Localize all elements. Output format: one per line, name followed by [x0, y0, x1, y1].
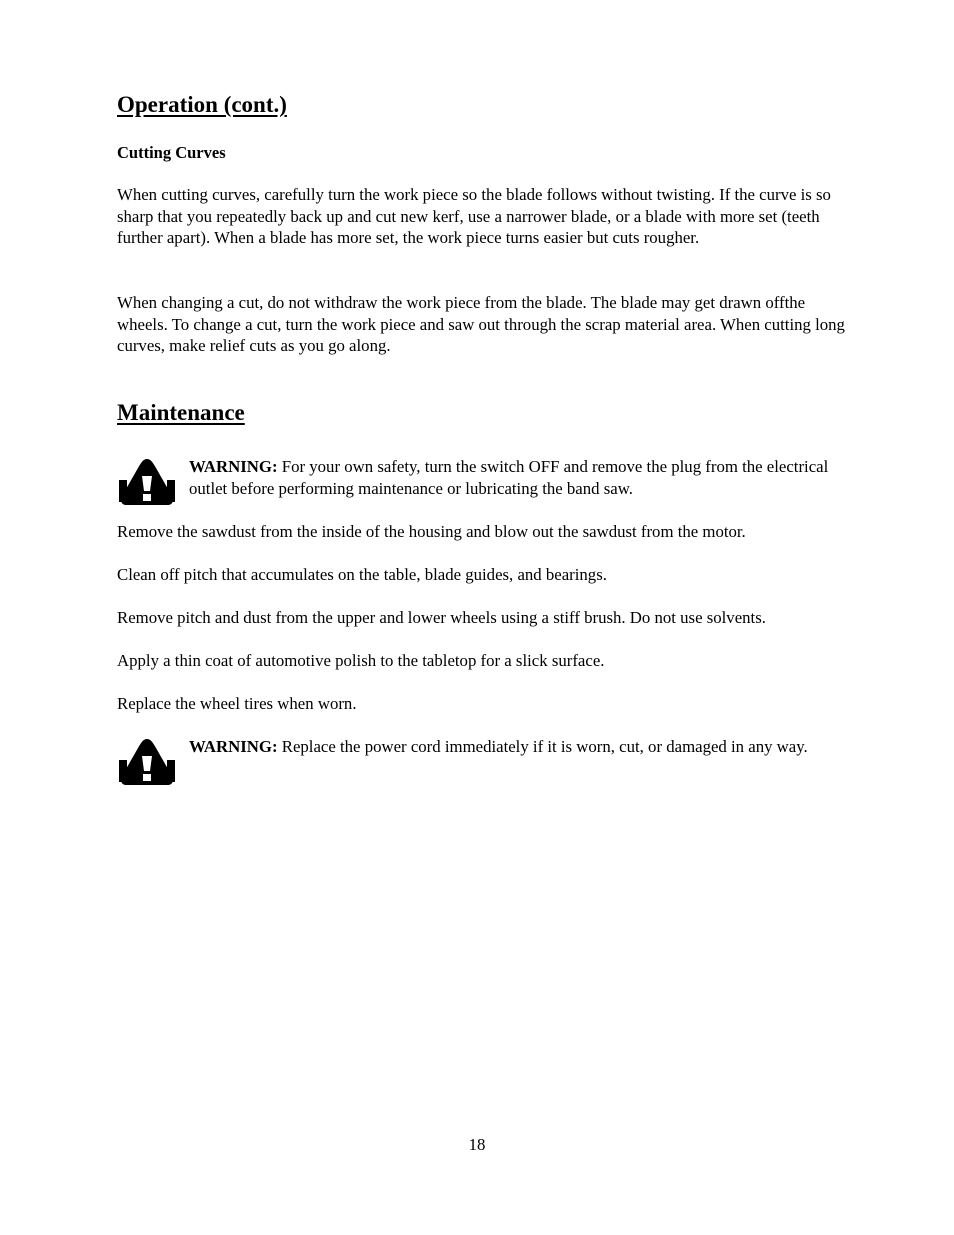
warning-label: WARNING: [189, 457, 278, 476]
warning-hand-icon [119, 458, 175, 506]
maintenance-step-5: Replace the wheel tires when worn. [117, 694, 357, 713]
warning-message: Replace the power cord immediately if it is worn, cut, or damaged in any way. [277, 737, 808, 756]
warning-block-power-cord [117, 736, 847, 796]
warning-text-power-cord [189, 736, 839, 758]
cutting-curves-paragraph-2: When changing a cut, do not withdraw the work piece from the blade. The blade may get drawn offthe wheels. To change a cut, turn the work piece and saw out through the scrap material area. When cutting long curves, make relief cuts as you go along. [117, 293, 845, 356]
warning-label: WARNING: [189, 737, 278, 756]
maintenance-step-2: Clean off pitch that accumulates on the table, blade guides, and bearings. [117, 565, 607, 584]
warning-message: For your own safety, turn the switch OFF and remove the plug from the electrical outlet before performing maintenance or lubricating the band saw. [189, 457, 829, 498]
maintenance-step-4: Apply a thin coat of automotive polish to the tabletop for a slick surface. [117, 651, 605, 670]
cutting-curves-paragraph-1: When cutting curves, carefully turn the work piece so the blade follows without twisting. If the curve is so sharp that you repeatedly back up and cut new kerf, use a narrower blade, or a blade with more set (teeth further apart). When a blade has more set, the work piece turns easier but cuts rougher. [117, 185, 831, 248]
maintenance-heading: Maintenance [117, 400, 245, 425]
cutting-curves-subheading: Cutting Curves [117, 143, 226, 162]
maintenance-step-3: Remove pitch and dust from the upper and lower wheels using a stiff brush. Do not use solvents. [117, 608, 766, 627]
page-number: 18 [468, 1135, 486, 1154]
warning-text-safety [189, 456, 839, 499]
maintenance-step-1: Remove the sawdust from the inside of the housing and blow out the sawdust from the motor. [117, 522, 746, 541]
warning-block-safety [117, 456, 847, 516]
operation-heading: Operation (cont.) [117, 92, 287, 117]
warning-hand-icon [119, 738, 175, 786]
